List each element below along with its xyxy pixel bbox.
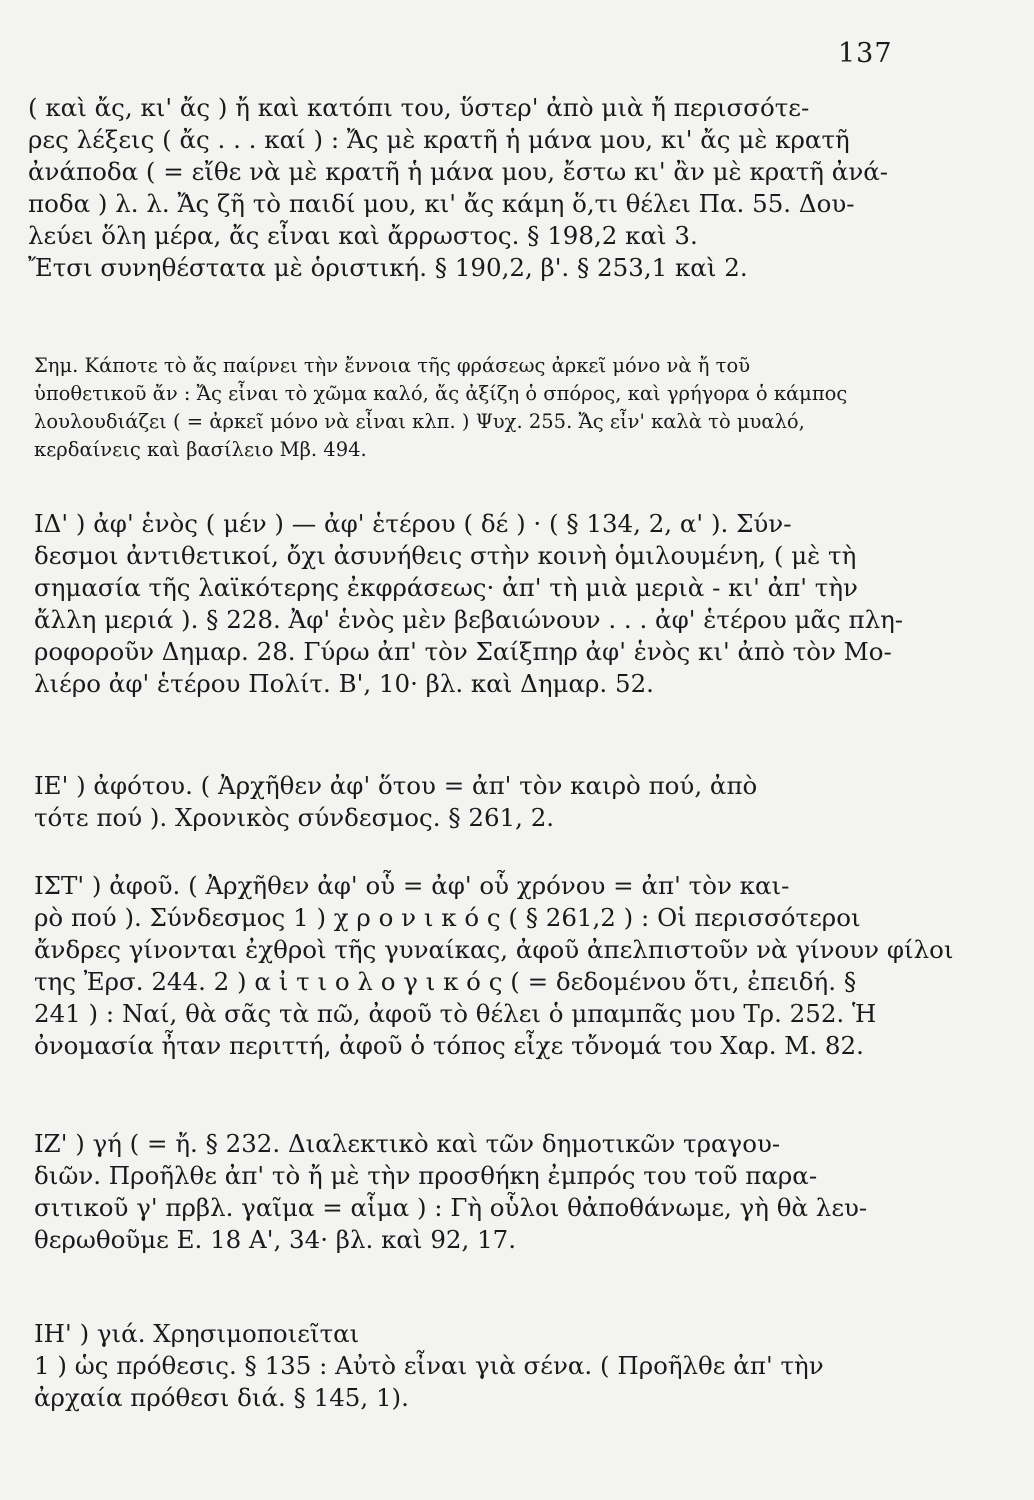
text-line: λουλουδιάζει ( = ἀρκεῖ μόνο νὰ εἶναι κλπ. ) Ψυχ. 255. Ἄς εἶν' καλὰ τὸ μυαλό, (34, 410, 805, 433)
text-line: ΙΣΤ' ) ἀφοῦ. ( Ἀρχῆθεν ἀφ' οὗ = ἀφ' οὗ χρόνου = ἀπ' τὸν και- (34, 871, 790, 900)
text-line: ΙΕ' ) ἀφότου. ( Ἀρχῆθεν ἀφ' ὅτου = ἀπ' τὸν καιρὸ πού, ἀπὸ (34, 771, 758, 800)
text-line: Σημ. Κάποτε τὸ ἄς παίρνει τὴν ἔννοια τῆς φράσεως ἀρκεῖ μόνο νὰ ἤ τοῦ (34, 354, 751, 377)
text-line: λιέρο ἀφ' ἑτέρου Πολίτ. Β', 10· βλ. καὶ Δημαρ. 52. (34, 669, 654, 698)
text-line: ποδα ) λ. λ. Ἄς ζῆ τὸ παιδί μου, κι' ἄς κάμη ὅ,τι θέλει Πα. 55. Δου- (28, 189, 855, 218)
text-line: ρες λέξεις ( ἄς . . . καί ) : Ἄς μὲ κρατῆ ἡ μάνα μου, κι' ἄς μὲ κρατῆ (28, 125, 850, 154)
text-line: Ἔτσι συνηθέστατα μὲ ὁριστική. § 190,2, β'. § 253,1 καὶ 2. (28, 253, 748, 282)
text-line: ἄλλη μεριά ). § 228. Ἀφ' ἑνὸς μὲν βεβαιώνουν . . . ἀφ' ἑτέρου μᾶς πλη- (34, 605, 904, 634)
text-line: δεσμοι ἀντιθετικοί, ὄχι ἀσυνήθεις στὴν κοινὴ ὁμιλουμένη, ( μὲ τὴ (34, 541, 857, 570)
text-line: ΙΔ' ) ἀφ' ἑνὸς ( μέν ) — ἀφ' ἑτέρου ( δέ ) · ( § 134, 2, α' ). Σύν- (34, 509, 792, 538)
entry-section-17 (34, 1128, 1014, 1256)
text-line: σημασία τῆς λαϊκότερης ἐκφράσεως· ἀπ' τὴ μιὰ μεριὰ - κι' ἀπ' τὴν (34, 573, 858, 602)
entry-section-18 (34, 1318, 1014, 1414)
text-line: θερωθοῦμε Ε. 18 Α', 34· βλ. καὶ 92, 17. (34, 1225, 517, 1254)
note-block (34, 352, 1014, 464)
text-line: σιτικοῦ γ' πρβλ. γαῖμα = αἷμα ) : Γὴ οὗλοι θἀποθάνωμε, γὴ θὰ λευ- (34, 1193, 868, 1222)
text-line: διῶν. Προῆλθε ἀπ' τὸ ἤ μὲ τὴν προσθήκη ἐμπρός του τοῦ παρα- (34, 1161, 818, 1190)
text-line: 1 ) ὡς πρόθεσις. § 135 : Αὐτὸ εἶναι γιὰ σένα. ( Προῆλθε ἀπ' τὴν (34, 1351, 824, 1380)
text-line: λεύει ὅλη μέρα, ἄς εἶναι καὶ ἄρρωστος. § 198,2 καὶ 3. (28, 221, 698, 250)
text-line: της Ἐρσ. 244. 2 ) α ἰ τ ι ο λ ο γ ι κ ό ς ( = δεδομένου ὅτι, ἐπειδή. § (34, 967, 857, 996)
text-line: 241 ) : Ναί, θὰ σᾶς τὰ πῶ, ἀφοῦ τὸ θέλει ὁ μπαμπᾶς μου Τρ. 252. Ἡ (34, 999, 877, 1028)
text-line: ( καὶ ἄς, κι' ἄς ) ἤ καὶ κατόπι του, ὕστερ' ἀπὸ μιὰ ἤ περισσότε- (28, 93, 810, 122)
text-line: ΙΗ' ) γιά. Χρησιμοποιεῖται (34, 1319, 360, 1348)
text-line: ὑποθετικοῦ ἄν : Ἄς εἶναι τὸ χῶμα καλό, ἄς ἀξίζη ὁ σπόρος, καὶ γρήγορα ὁ κάμπος (34, 382, 848, 405)
text-line: ὀνομασία ἦταν περιττή, ἀφοῦ ὁ τόπος εἶχε τὄνομά του Χαρ. Μ. 82. (34, 1031, 864, 1060)
page-number: 137 (838, 38, 893, 69)
text-line: κερδαίνεις καὶ βασίλειο Μβ. 494. (34, 438, 367, 461)
entry-section-14 (34, 508, 1014, 700)
text-line: ρὸ πού ). Σύνδεσμος 1 ) χ ρ ο ν ι κ ό ς ( § 261,2 ) : Οἱ περισσότεροι (34, 903, 861, 932)
text-line: τότε πού ). Χρονικὸς σύνδεσμος. § 261, 2. (34, 803, 555, 832)
entry-section-16 (34, 870, 1014, 1062)
text-line: ἄνδρες γίνονται ἐχθροὶ τῆς γυναίκας, ἀφοῦ ἀπελπιστοῦν νὰ γίνουν φίλοι (34, 935, 954, 964)
text-line: ΙΖ' ) γή ( = ἤ. § 232. Διαλεκτικὸ καὶ τῶν δημοτικῶν τραγου- (34, 1129, 781, 1158)
text-line: ἀνάποδα ( = εἴθε νὰ μὲ κρατῆ ἡ μάνα μου, ἔστω κι' ἂν μὲ κρατῆ ἀνά- (28, 157, 889, 186)
entry-kai-as (28, 92, 1008, 284)
entry-section-15 (34, 770, 1014, 834)
text-line: ἀρχαία πρόθεσι διά. § 145, 1). (34, 1383, 409, 1412)
text-line: ροφοροῦν Δημαρ. 28. Γύρω ἀπ' τὸν Σαίξπηρ ἀφ' ἑνὸς κι' ἀπὸ τὸν Μο- (34, 637, 892, 666)
